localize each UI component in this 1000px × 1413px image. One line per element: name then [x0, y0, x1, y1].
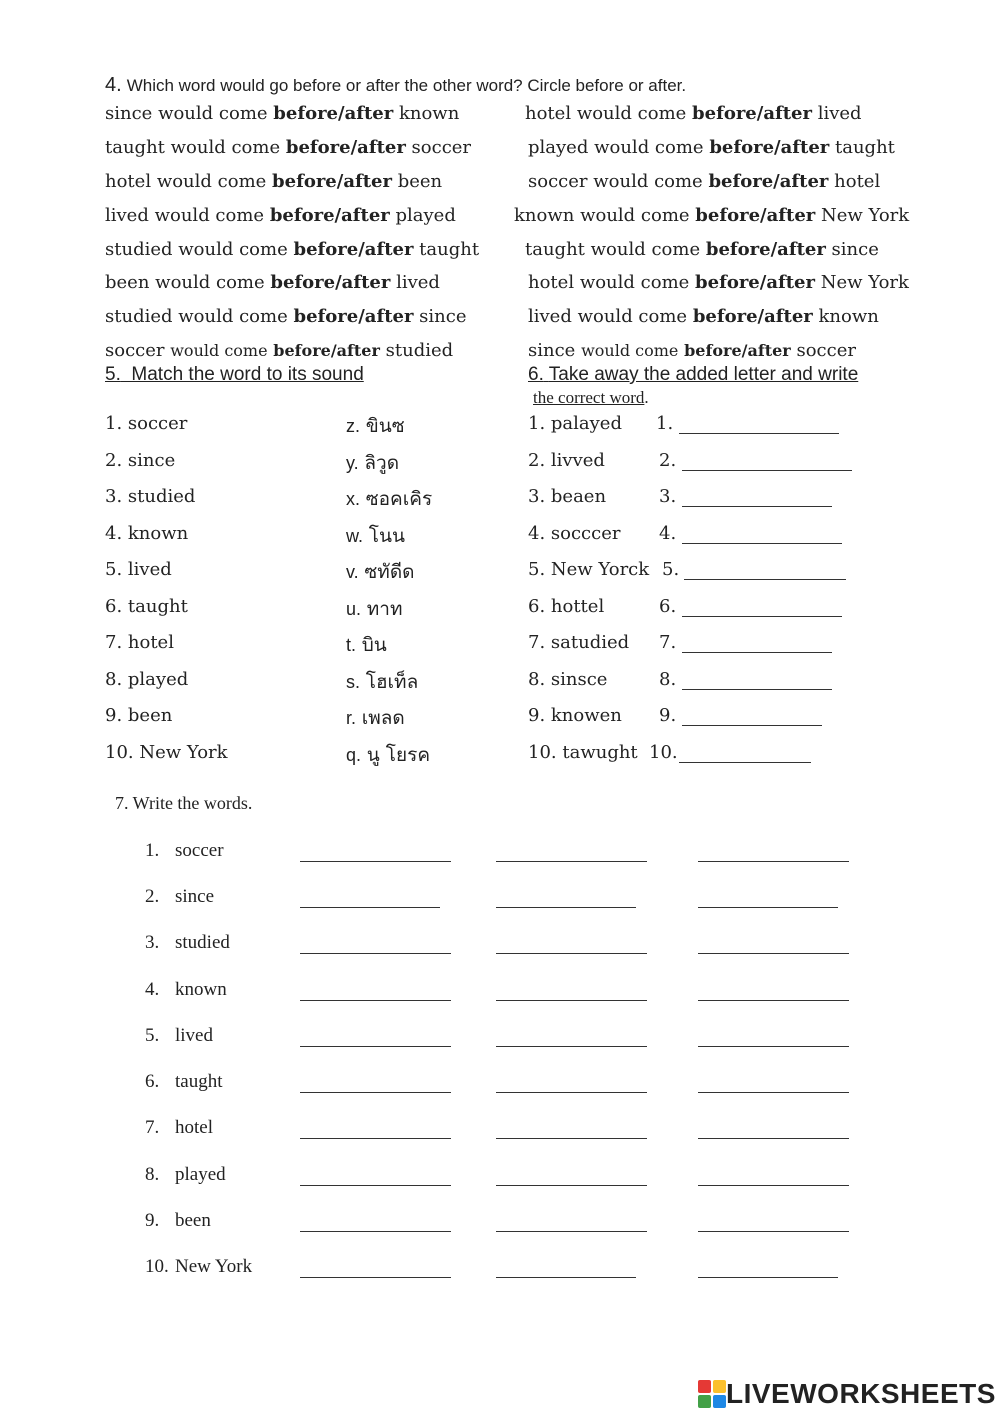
q7-number: 2. [145, 886, 160, 907]
q5-sound-item[interactable] [346, 448, 399, 478]
q6-answer-number: 2. [659, 450, 677, 471]
q4-verb: would come [581, 341, 679, 360]
q5-sound-thai: บิน [361, 634, 387, 656]
q4-right-row [514, 205, 909, 226]
q6-header [528, 364, 858, 386]
q4-left-row [105, 137, 471, 158]
q5-sound-thai: โฮเท็ล [365, 671, 419, 693]
q7-word: taught [175, 1071, 223, 1092]
q5-title: Match the word to its sound [120, 364, 364, 385]
q7-write-blank[interactable] [496, 1185, 647, 1186]
q7-number: 10. [145, 1256, 169, 1277]
q4-choice[interactable]: before/after [705, 239, 826, 260]
q7-write-blank[interactable] [698, 1092, 849, 1093]
q4-choice[interactable]: before/after [684, 341, 791, 360]
q4-first-word: studied [105, 306, 173, 327]
q7-write-blank[interactable] [300, 1000, 451, 1001]
q6-answer-number: 6. [659, 596, 677, 617]
q5-sound-thai: นู โยรค [366, 744, 431, 766]
q5-sound-item[interactable] [346, 557, 415, 587]
q4-choice[interactable]: before/after [272, 171, 392, 192]
q4-left-row [105, 239, 479, 260]
q4-first-word: since [105, 103, 153, 124]
q4-second-word: taught [835, 137, 895, 158]
q5-sound-item[interactable] [346, 484, 432, 514]
q7-write-blank[interactable] [300, 1185, 451, 1186]
q4-left-row [105, 103, 459, 124]
q4-choice[interactable]: before/after [273, 341, 380, 360]
logo-square-1 [698, 1380, 711, 1393]
q4-first-word: lived [528, 306, 572, 327]
q6-answer-number: 1. [656, 413, 674, 434]
q7-title: 7. Write the words. [115, 793, 253, 813]
q4-first-word: taught [525, 239, 585, 260]
q7-number: 6. [145, 1071, 160, 1092]
q7-write-blank[interactable] [300, 1277, 451, 1278]
q4-first-word: hotel [105, 171, 152, 192]
q4-second-word: played [395, 205, 456, 226]
q7-write-blank[interactable] [496, 1046, 647, 1047]
q5-sound-item[interactable] [346, 703, 405, 733]
q4-choice[interactable]: before/after [708, 171, 829, 192]
q6-answer-number: 4. [659, 523, 677, 544]
q6-answer-number: 9. [659, 705, 677, 726]
q4-second-word: known [818, 306, 879, 327]
q7-write-blank[interactable] [300, 1138, 451, 1139]
q7-word: been [175, 1210, 211, 1231]
q4-choice[interactable]: before/after [293, 306, 414, 327]
q4-second-word: studied [385, 340, 454, 361]
q4-verb: would come [156, 171, 267, 192]
q7-word: New York [175, 1256, 253, 1277]
q5-word-item: 1. soccer [105, 413, 188, 434]
q5-word-item: 3. studied [105, 486, 196, 507]
q4-second-word: hotel [834, 171, 881, 192]
q6-answer-number: 7. [659, 632, 677, 653]
q4-second-word: known [398, 103, 460, 124]
q7-word: studied [175, 932, 230, 953]
q4-second-word: New York [820, 272, 909, 293]
q5-header [105, 364, 364, 386]
q5-sound-letter: v. [346, 562, 359, 582]
q7-write-blank[interactable] [300, 907, 440, 908]
q5-sound-thai: ลิวูด [364, 452, 400, 474]
q6-answer-number: 8. [659, 669, 677, 690]
q6-word-item: 6. hottel [528, 596, 605, 617]
q4-choice[interactable]: before/after [269, 205, 390, 226]
q4-second-word: since [831, 239, 879, 260]
q5-sound-item[interactable] [346, 594, 402, 624]
q4-second-word: taught [419, 239, 480, 260]
q7-write-blank[interactable] [698, 1185, 849, 1186]
q7-write-blank[interactable] [496, 953, 647, 954]
q7-write-blank[interactable] [496, 1000, 647, 1001]
q4-verb: would come [178, 306, 288, 327]
q5-sound-item[interactable] [346, 740, 430, 770]
q7-write-blank[interactable] [496, 1138, 647, 1139]
q4-header [105, 74, 686, 97]
q4-choice[interactable]: before/after [692, 306, 813, 327]
q6-word-item: 5. New Yorck [528, 559, 650, 580]
q7-number: 4. [145, 979, 160, 1000]
q6-word-item: 3. beaen [528, 486, 607, 507]
q5-sound-item[interactable] [346, 521, 405, 551]
q4-verb: would come [594, 137, 704, 158]
q7-write-blank[interactable] [300, 1046, 451, 1047]
q4-right-row [528, 137, 895, 158]
q5-sound-thai: ขินซ [365, 415, 405, 437]
q4-first-word: lived [105, 205, 149, 226]
q4-verb: would come [170, 341, 268, 360]
q7-number: 3. [145, 932, 160, 953]
q6-answer-blank[interactable] [682, 689, 832, 690]
q4-left-row [105, 205, 456, 226]
q6-word-item: 1. palayed [528, 413, 622, 434]
q4-first-word: played [528, 137, 589, 158]
q6-answer-blank[interactable] [682, 652, 832, 653]
q4-left-row [105, 340, 453, 361]
q4-verb: would come [158, 103, 268, 124]
q5-word-item: 6. taught [105, 596, 188, 617]
q4-right-row [528, 306, 879, 327]
q4-verb: would come [155, 272, 265, 293]
q4-first-word: soccer [105, 340, 165, 361]
q4-right-row [528, 171, 880, 192]
q6-number: 6. [528, 364, 544, 385]
q7-word: lived [175, 1025, 213, 1046]
q6-title: Take away the added letter and write [548, 364, 859, 385]
q4-verb: would come [580, 205, 690, 226]
q7-write-blank[interactable] [300, 1231, 451, 1232]
q4-right-row [528, 340, 856, 361]
q6-subtitle-period: . [644, 388, 649, 407]
q4-verb: would come [577, 306, 688, 327]
logo-icon [698, 1380, 728, 1410]
q5-sound-letter: q. [346, 745, 362, 765]
q7-word: hotel [175, 1117, 213, 1138]
q7-write-blank[interactable] [300, 1092, 451, 1093]
q5-sound-letter: r. [346, 708, 357, 728]
q4-left-row [105, 272, 440, 293]
q6-answer-blank[interactable] [682, 506, 832, 507]
q6-answer-blank[interactable] [682, 616, 842, 617]
q4-second-word: been [397, 171, 443, 192]
q6-answer-blank[interactable] [682, 543, 842, 544]
q4-left-row [105, 306, 467, 327]
q4-second-word: lived [396, 272, 440, 293]
q7-word: since [175, 886, 215, 907]
q4-verb: would come [178, 239, 288, 260]
q5-word-item: 5. lived [105, 559, 172, 580]
q4-instruction: Which word would go before or after the other word? Circle before or after. [126, 76, 687, 95]
q7-write-blank[interactable] [300, 953, 451, 954]
q6-subtitle-line [533, 388, 649, 408]
q7-write-blank[interactable] [698, 953, 849, 954]
q4-first-word: hotel [525, 103, 572, 124]
q5-sound-letter: t. [346, 635, 357, 655]
logo-square-2 [713, 1380, 726, 1393]
q7-number: 7. [145, 1117, 160, 1138]
q4-right-row [525, 239, 879, 260]
q4-choice[interactable]: before/after [695, 205, 816, 226]
q6-answer-number: 5. [662, 559, 680, 580]
q7-write-blank[interactable] [300, 861, 451, 862]
q4-choice[interactable]: before/after [695, 272, 815, 293]
q7-write-blank[interactable] [698, 861, 849, 862]
q7-number: 5. [145, 1025, 160, 1046]
q4-verb: would come [154, 205, 265, 226]
q4-choice[interactable]: before/after [270, 272, 391, 293]
q4-verb: would come [579, 272, 690, 293]
q5-sound-letter: u. [346, 599, 362, 619]
q7-word: soccer [175, 840, 224, 861]
q6-word-item: 9. knowen [528, 705, 622, 726]
q4-choice[interactable]: before/after [285, 137, 406, 158]
q4-choice[interactable]: before/after [293, 239, 414, 260]
q4-second-word: soccer [411, 137, 472, 158]
q5-number: 5. [105, 364, 121, 385]
q5-sound-item[interactable] [346, 667, 418, 697]
q5-sound-thai: โนน [368, 525, 405, 547]
q5-word-item: 10. New York [105, 742, 228, 763]
q6-answer-blank[interactable] [684, 579, 846, 580]
q6-answer-blank[interactable] [679, 433, 839, 434]
q5-sound-letter: x. [346, 489, 361, 509]
q6-answer-number: 3. [659, 486, 677, 507]
q5-sound-thai: ซอคเคิร [365, 488, 433, 510]
q6-answer-blank[interactable] [679, 762, 811, 763]
q4-left-row [105, 171, 442, 192]
brand-name: LIVEWORKSHEETS [726, 1378, 996, 1409]
q7-write-blank[interactable] [496, 907, 636, 908]
q4-right-row [528, 272, 909, 293]
q4-first-word: known [514, 205, 575, 226]
q4-second-word: soccer [796, 340, 856, 361]
q7-write-blank[interactable] [496, 1092, 647, 1093]
q4-first-word: studied [105, 239, 173, 260]
q4-verb: would come [593, 171, 703, 192]
q4-first-word: soccer [528, 171, 588, 192]
q5-word-item: 8. played [105, 669, 189, 690]
q5-sound-letter: y. [346, 453, 359, 473]
q5-word-item: 4. known [105, 523, 189, 544]
q4-choice[interactable]: before/after [709, 137, 830, 158]
q5-sound-item[interactable] [346, 411, 405, 441]
q7-write-blank[interactable] [496, 1231, 647, 1232]
q4-second-word: since [419, 306, 467, 327]
q6-word-item: 4. socccer [528, 523, 621, 544]
q4-second-word: lived [817, 103, 862, 124]
q6-word-item: 2. livved [528, 450, 605, 471]
q7-write-blank[interactable] [698, 1000, 849, 1001]
q7-word: played [175, 1164, 226, 1185]
q7-word: known [175, 979, 227, 1000]
q4-verb: would come [590, 239, 701, 260]
q5-sound-item[interactable] [346, 630, 387, 660]
q7-write-blank[interactable] [698, 1138, 849, 1139]
q5-sound-thai: เพลด [361, 707, 405, 729]
q5-sound-letter: s. [346, 672, 361, 692]
q5-word-item: 9. been [105, 705, 173, 726]
q6-answer-number: 10. [649, 742, 678, 763]
q7-number: 9. [145, 1210, 160, 1231]
q4-number: 4. [105, 74, 122, 96]
q4-choice[interactable]: before/after [273, 103, 394, 124]
q6-word-item: 8. sinsce [528, 669, 608, 690]
q6-answer-blank[interactable] [682, 470, 852, 471]
q4-verb: would come [576, 103, 687, 124]
q7-write-blank[interactable] [698, 1046, 849, 1047]
logo-square-4 [713, 1395, 726, 1408]
q6-word-item: 10. tawught [528, 742, 638, 763]
q6-subtitle: the correct word [533, 388, 645, 407]
logo-square-3 [698, 1395, 711, 1408]
q7-write-blank[interactable] [496, 1277, 636, 1278]
q5-sound-letter: w. [346, 526, 364, 546]
q5-sound-thai: ซทัดีด [364, 561, 415, 583]
q7-write-blank[interactable] [496, 861, 647, 862]
q7-write-blank[interactable] [698, 1231, 849, 1232]
q4-second-word: New York [820, 205, 910, 226]
q7-number: 8. [145, 1164, 160, 1185]
q4-first-word: since [528, 340, 576, 361]
q7-write-blank[interactable] [698, 907, 838, 908]
q5-word-item: 2. since [105, 450, 176, 471]
q6-word-item: 7. satudied [528, 632, 630, 653]
q4-choice[interactable]: before/after [692, 103, 812, 124]
q5-sound-letter: z. [346, 416, 361, 436]
q4-first-word: been [105, 272, 150, 293]
q4-right-row [525, 103, 862, 124]
q4-first-word: taught [105, 137, 165, 158]
q7-number: 1. [145, 840, 160, 861]
q5-sound-thai: ทาท [366, 598, 403, 620]
q4-first-word: hotel [528, 272, 575, 293]
q4-verb: would come [170, 137, 281, 158]
q6-answer-blank[interactable] [682, 725, 822, 726]
q7-write-blank[interactable] [698, 1277, 838, 1278]
q5-word-item: 7. hotel [105, 632, 174, 653]
